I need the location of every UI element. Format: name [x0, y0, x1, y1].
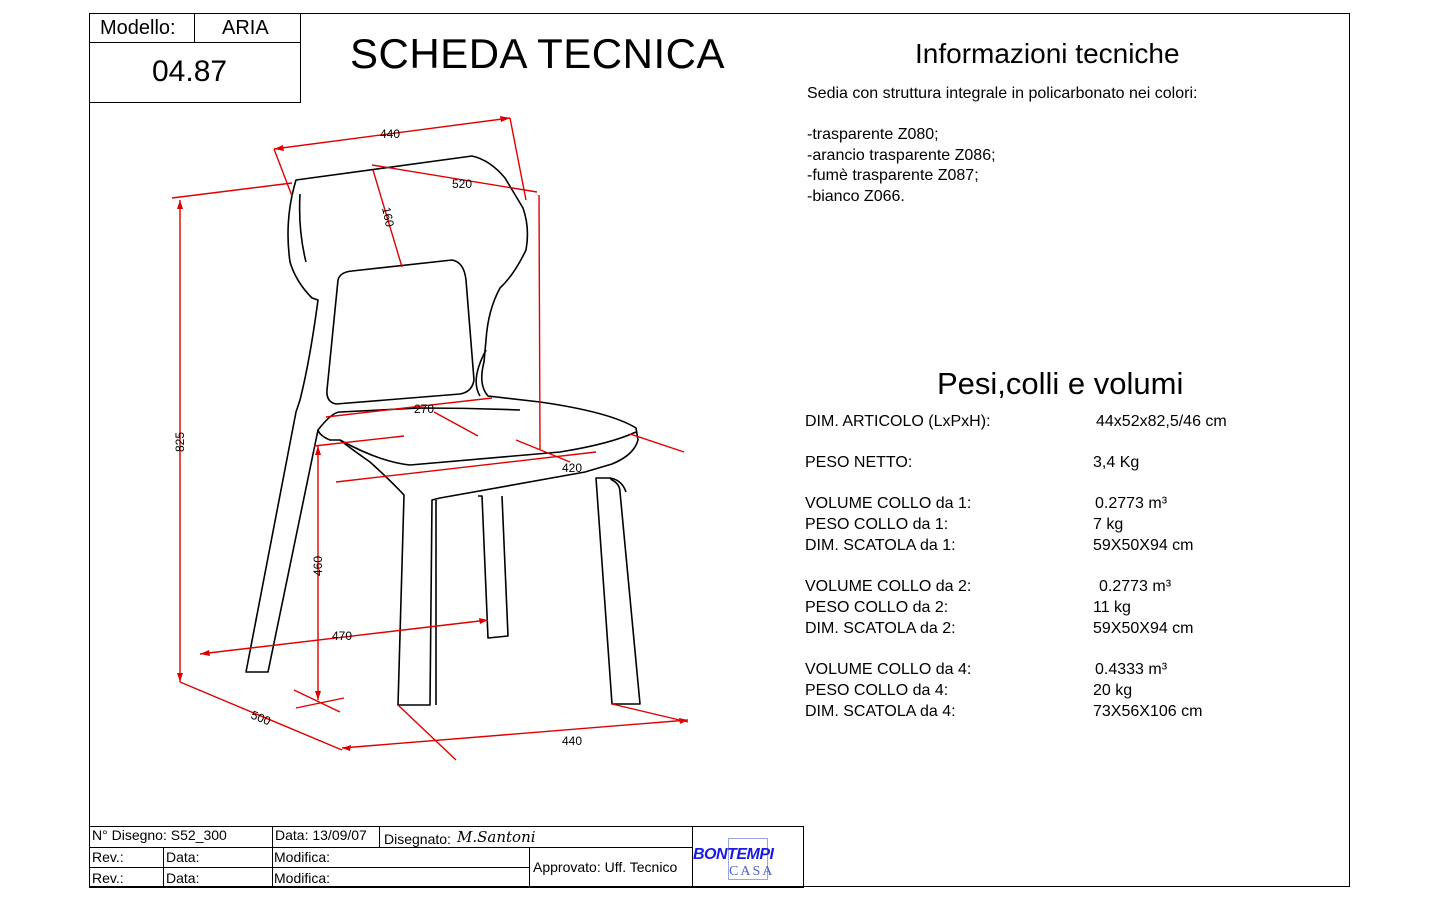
approved-by: Approvato: Uff. Tecnico [533, 859, 678, 875]
rev-label: Rev.: [92, 849, 124, 865]
color-item: -trasparente Z080; [807, 126, 939, 143]
spec-value: 59X50X94 cm [1093, 620, 1194, 637]
info-heading: Informazioni tecniche [915, 38, 1180, 69]
spec-value: 59X50X94 cm [1093, 537, 1194, 554]
rev-date-label: Data: [166, 849, 200, 865]
page-title: SCHEDA TECNICA [350, 30, 725, 77]
spec-label: DIM. ARTICOLO (LxPxH): [805, 413, 991, 430]
chair-outline [246, 156, 640, 705]
spec-label: VOLUME COLLO da 4: [805, 661, 972, 678]
dim-seat-height: 460 [311, 555, 325, 576]
spec-label: PESO COLLO da 4: [805, 682, 949, 699]
model-label: Modello: [100, 17, 176, 39]
dim-base-depth: 500 [248, 707, 273, 729]
tb-rule [89, 847, 693, 848]
dim-top-depth: 520 [452, 177, 473, 191]
weights-heading: Pesi,colli e volumi [937, 366, 1184, 401]
signature: M.Santoni [457, 828, 536, 846]
color-item: -arancio trasparente Z086; [807, 147, 996, 164]
dim-total-height: 825 [173, 431, 187, 452]
rev-date-label: Data: [166, 870, 200, 886]
brand-logo [693, 838, 803, 882]
spec-value: 0.4333 m³ [1095, 661, 1168, 678]
dimension-arrows [177, 116, 688, 751]
modifica-label: Modifica: [274, 849, 331, 865]
tb-rule [529, 847, 530, 888]
color-item: -bianco Z066. [807, 188, 905, 205]
logo-wordmark: BONTEMPI [693, 846, 774, 863]
color-item: -fumè trasparente Z087; [807, 167, 979, 184]
spec-label: PESO COLLO da 2: [805, 599, 949, 616]
dim-base-width: 440 [562, 734, 583, 748]
spec-label: DIM. SCATOLA da 2: [805, 620, 956, 637]
spec-label: PESO NETTO: [805, 454, 913, 471]
drawing-number: N° Disegno: S52_300 [92, 827, 227, 843]
spec-label: DIM. SCATOLA da 4: [805, 703, 956, 720]
dim-backrest-width: 270 [414, 402, 435, 416]
spec-label: DIM. SCATOLA da 1: [805, 537, 956, 554]
drawing-date: Data: 13/09/07 [275, 827, 367, 843]
spec-value: 0.2773 m³ [1095, 495, 1168, 512]
drawn-by-label: Disegnato: [384, 831, 451, 847]
spec-value: 3,4 Kg [1093, 454, 1140, 471]
spec-label: VOLUME COLLO da 1: [805, 495, 972, 512]
dim-backrest-height: 160 [379, 205, 397, 229]
dim-leg-span: 470 [332, 629, 353, 643]
spec-value: 7 kg [1093, 516, 1124, 533]
spec-label: VOLUME COLLO da 2: [805, 578, 972, 595]
logo-subtitle: CASA [729, 864, 775, 879]
spec-value: 11 kg [1093, 599, 1131, 616]
spec-value: 73X56X106 cm [1093, 703, 1203, 720]
tb-rule [163, 847, 164, 888]
spec-label: PESO COLLO da 1: [805, 516, 949, 533]
spec-value: 0.2773 m³ [1099, 578, 1172, 595]
spec-value: 20 kg [1093, 682, 1133, 699]
tb-rule [272, 826, 273, 888]
spec-value: 44x52x82,5/46 cm [1096, 413, 1227, 430]
info-description: Sedia con struttura integrale in policarbonato nei colori: [807, 85, 1198, 102]
dimension-labels [173, 127, 582, 748]
model-name: ARIA [222, 17, 269, 39]
model-code: 04.87 [152, 55, 228, 88]
dim-seat-width: 420 [562, 461, 583, 475]
dim-top-width: 440 [380, 127, 401, 141]
modifica-label: Modifica: [274, 870, 331, 886]
rev-label: Rev.: [92, 870, 124, 886]
tb-rule [379, 826, 380, 847]
tb-rule [89, 867, 529, 868]
